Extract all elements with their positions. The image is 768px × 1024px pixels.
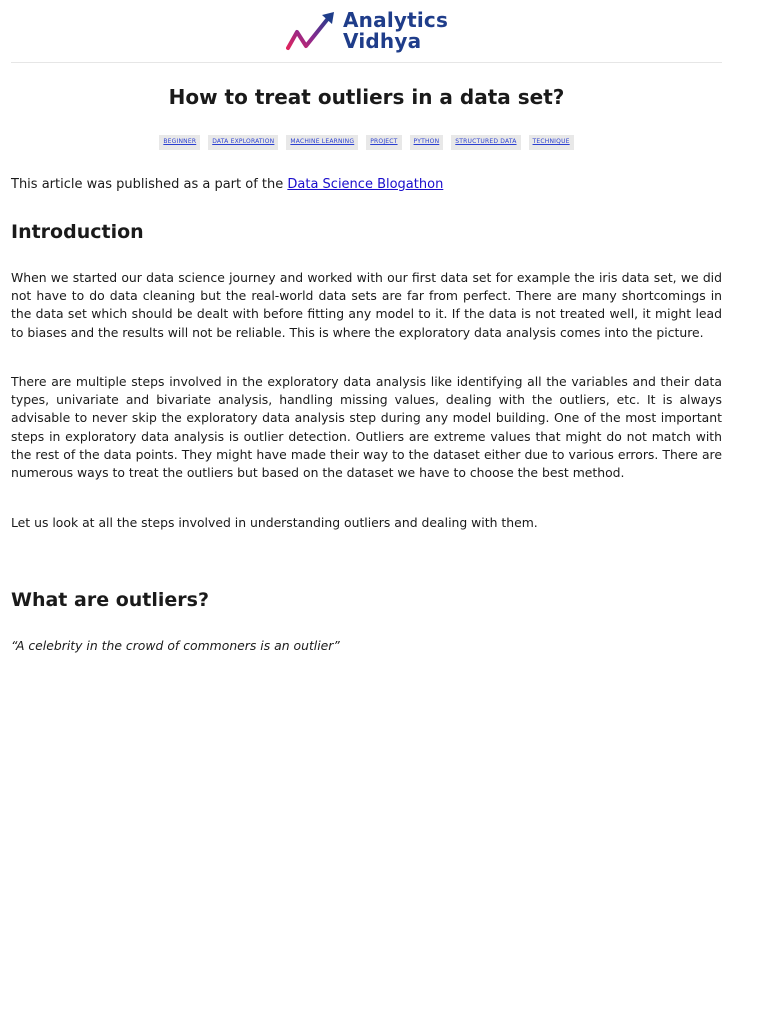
tag-beginner[interactable]: BEGINNER bbox=[159, 135, 200, 150]
logo-line-analytics: Analytics bbox=[343, 8, 449, 32]
section-heading-what-are-outliers: What are outliers? bbox=[11, 589, 209, 611]
outliers-quote: “A celebrity in the crowd of commoners is an outlier” bbox=[11, 638, 340, 653]
logo-wordmark bbox=[343, 10, 448, 52]
site-logo[interactable] bbox=[286, 10, 456, 56]
header-divider bbox=[11, 62, 722, 63]
blogathon-link[interactable]: Data Science Blogathon bbox=[287, 177, 444, 192]
intro-paragraph-1: When we started our data science journey and worked with our first data set for example the iris data set, we did not have to do data cleaning but the real-world data sets are far from perfect. There are many shortcomings in the data set which should be dealt with before fitting any model to it. If the data is not treated well, it might lead to biases and the results will not be reliable. This is where the exploratory data analysis comes into the picture. bbox=[11, 270, 722, 340]
tag-python[interactable]: PYTHON bbox=[410, 135, 444, 150]
logo-line-vidhya: Vidhya bbox=[343, 29, 422, 53]
intro-paragraph-2: There are multiple steps involved in the exploratory data analysis like identifying all the variables and their data types, univariate and bivariate analysis, handling missing values, dealing with the outliers, etc. It is always advisable to never skip the exploratory data analysis step during any model building. One of the most important steps in exploratory data analysis is outlier detection. Outliers are extreme values that might do not match with the rest of the data points. They might have made their way to the dataset either due to various errors. There are numerous ways to treat the outliers but based on the dataset we have to choose the best method. bbox=[11, 374, 722, 481]
chart-zigzag-icon bbox=[286, 10, 338, 54]
article-title: How to treat outliers in a data set? bbox=[168, 85, 565, 109]
intro-paragraph-3: Let us look at all the steps involved in understanding outliers and dealing with them. bbox=[11, 515, 538, 530]
tag-data-exploration[interactable]: DATA EXPLORATION bbox=[208, 135, 278, 150]
published-note bbox=[11, 176, 443, 194]
tag-list bbox=[11, 135, 722, 150]
tag-structured-data[interactable]: STRUCTURED DATA bbox=[451, 135, 520, 150]
tag-project[interactable]: PROJECT bbox=[366, 135, 401, 150]
tag-technique[interactable]: TECHNIQUE bbox=[529, 135, 574, 150]
section-heading-introduction: Introduction bbox=[11, 221, 144, 243]
published-prefix: This article was published as a part of the bbox=[11, 177, 288, 192]
tag-machine-learning[interactable]: MACHINE LEARNING bbox=[286, 135, 358, 150]
